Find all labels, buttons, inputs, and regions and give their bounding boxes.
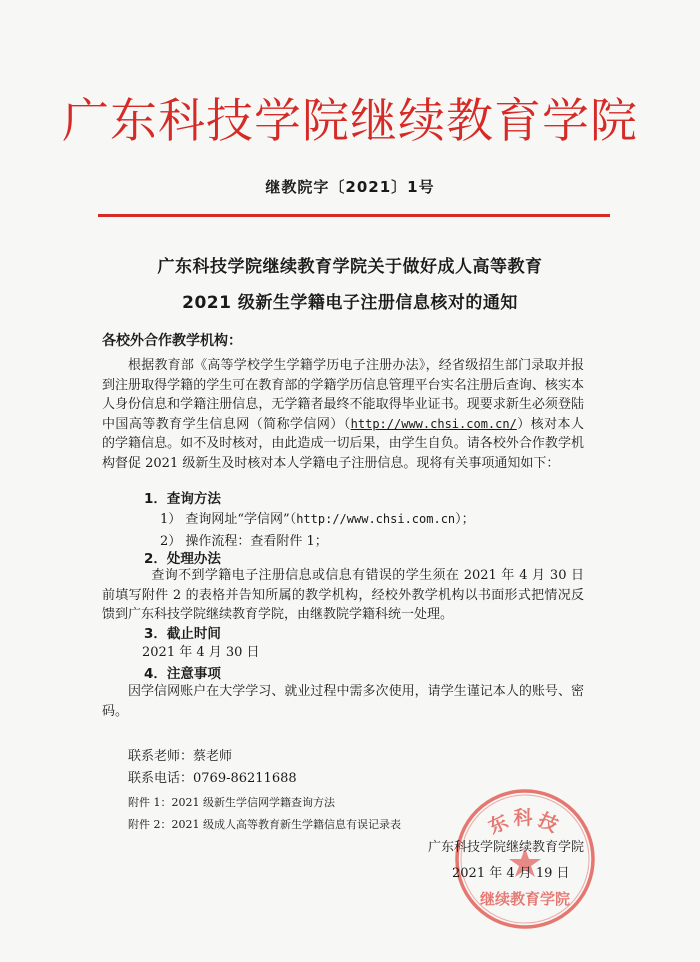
paragraph-intro-b: ）核对本人的学籍信息。如不及时核对，由此造成一切后果，由学生自负。请各校外合作教学机构督促 2021 级新生及时核对本人学籍电子注册信息。现将有关事项通知如下：	[102, 416, 584, 471]
section4-text: 因学信网账户在大学学习、就业过程中需多次使用，请学生谨记本人的账号、密码。	[102, 684, 584, 719]
notice-title-line1: 广东科技学院继续教育学院关于做好成人高等教育	[157, 257, 543, 277]
notice-title-line2: 2021 级新生学籍电子注册信息核对的通知	[182, 293, 518, 313]
signer-organization: 广东科技学院继续教育学院	[427, 840, 584, 855]
contact-phone: 联系电话：0769-86211688	[128, 771, 297, 786]
section2-text: 查询不到学籍电子注册信息或信息有错误的学生须在 2021 年 4 月 30 日前填写附件 2 的表格并告知所属的教学机构，经校外教学机构以书面形式把情况反馈到广东科技学院继续教育学院，由继教院学籍科统一处理。	[102, 568, 584, 623]
seal-top-text: 东科技	[485, 807, 565, 839]
chsi-link[interactable]: http://www.chsi.com.cn/	[350, 416, 517, 431]
section2-heading: 2．处理办法	[144, 551, 221, 567]
red-divider-line	[98, 214, 610, 217]
masthead-title: 广东科技学院继续教育学院	[62, 94, 638, 149]
official-seal	[452, 786, 598, 932]
paragraph-intro-a: 根据教育部《高等学校学生学籍学历电子注册办法》，经省级招生部门录取并报到注册取得学籍的学生可在教育部的学籍学历信息管理平台实名注册后查询、核实本人身份信息和学籍注册信息，无学籍者最终不能取得毕业证书。现要求新生必须登陆中国高等教育学生信息网（简称学信网）（	[102, 358, 584, 432]
section1-item1	[160, 508, 475, 527]
signature-date: 2021 年 4 月 19 日	[452, 866, 570, 881]
seal-bottom-text: 继续教育学院	[479, 890, 571, 908]
section3-heading: 3．截止时间	[144, 626, 221, 642]
section1-heading: 1．查询方法	[144, 491, 221, 507]
contact-teacher: 联系老师：蔡老师	[128, 749, 233, 764]
attachment-1: 附件 1：2021 级新生学信网学籍查询方法	[128, 796, 335, 809]
salutation: 各校外合作教学机构：	[102, 333, 242, 349]
paragraph-intro	[102, 356, 584, 474]
section1-item1-url[interactable]: http://www.chsi.com.cn	[296, 512, 456, 526]
attachment-2: 附件 2：2021 级成人高等教育新生学籍信息有误记录表	[128, 818, 401, 831]
document-number: 继教院字〔2021〕1号	[265, 178, 435, 196]
section1-item1-b: ）；	[455, 512, 475, 527]
section3-text: 2021 年 4 月 30 日	[142, 645, 260, 660]
section4-heading: 4．注意事项	[144, 666, 221, 682]
svg-text:东科技	[485, 806, 566, 838]
section1-item1-a: 1） 查询网址“学信网”（	[160, 512, 297, 527]
section1-item2: 2） 操作流程：查看附件 1；	[160, 534, 328, 549]
